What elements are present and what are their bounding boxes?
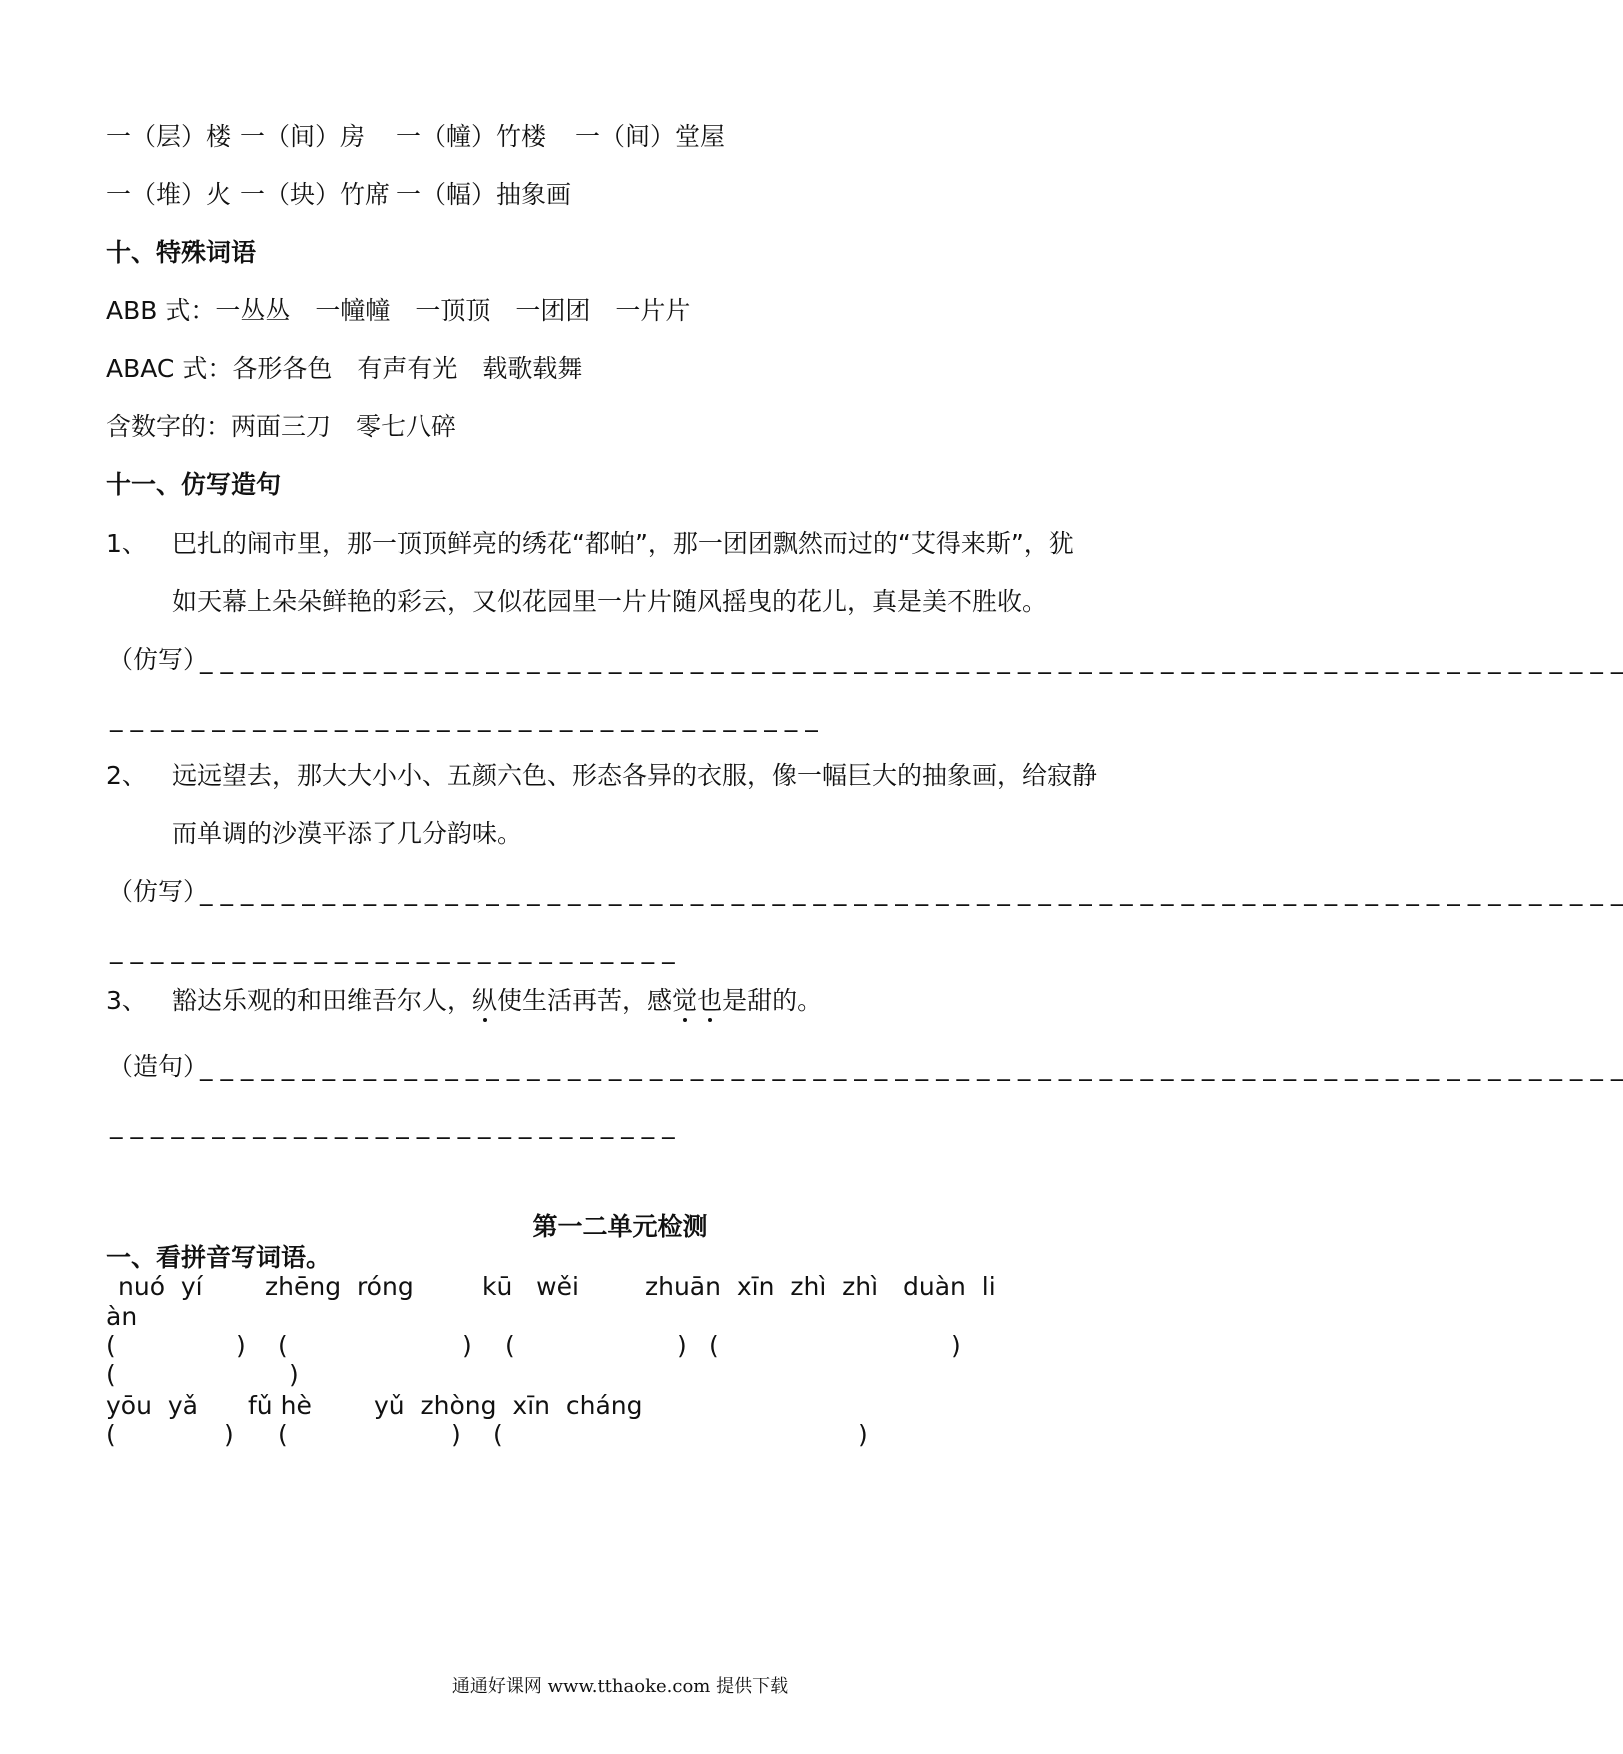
- answer-label: （仿写）: [108, 645, 209, 674]
- example-sentence-line: 而单调的沙漠平添了几分韵味。: [172, 819, 523, 848]
- measure-word: 一（堆）火: [106, 180, 232, 209]
- item-number: 1、: [106, 529, 147, 558]
- item-number: 3、: [106, 986, 147, 1015]
- emphasis-dot-char: 觉: [672, 986, 698, 1015]
- paren-close: ): [677, 1331, 687, 1360]
- paren-open: (: [106, 1331, 116, 1360]
- measure-word: 一（间）房: [240, 122, 366, 151]
- measure-word: 一（块）竹席: [240, 180, 391, 209]
- number-words: 含数字的：两面三刀 零七八碎: [106, 412, 457, 441]
- paren-close: ): [951, 1331, 961, 1360]
- emphasis-dot-char: 也: [697, 986, 723, 1015]
- sentence-part: 使: [497, 986, 523, 1015]
- paren-open: (: [278, 1420, 288, 1449]
- paren-open: (: [493, 1420, 503, 1449]
- paren-close: ): [462, 1331, 472, 1360]
- answer-blank-line[interactable]: _ _ _ _ _ _ _ _ _ _ _ _ _ _ _ _ _ _ _ _ _ _ _ _ _ _ _ _: [110, 1110, 675, 1139]
- pinyin-word: àn: [106, 1302, 138, 1331]
- paren-close: ): [236, 1331, 246, 1360]
- question-heading: 一、看拼音写词语。: [106, 1243, 332, 1272]
- answer-label: （造句）: [108, 1052, 209, 1081]
- pinyin-word: yǔ zhòng xīn cháng: [374, 1391, 643, 1420]
- footer-credit: 通通好课网 www.tthaoke.com 提供下载: [451, 1676, 789, 1697]
- paren-close: ): [289, 1360, 299, 1389]
- sentence-part: 豁达乐观的和田维吾尔人，: [172, 986, 473, 1015]
- pinyin-word: zhuān xīn zhì zhì: [645, 1272, 879, 1301]
- paren-close: ): [224, 1420, 234, 1449]
- example-sentence-line: 远远望去，那大大小小、五颜六色、形态各异的衣服，像一幅巨大的抽象画，给寂静: [172, 761, 1098, 790]
- item-number: 2、: [106, 761, 147, 790]
- pinyin-word: yōu yǎ: [106, 1391, 198, 1420]
- pinyin-word: fǔ hè: [248, 1391, 312, 1420]
- example-sentence-line: [172, 986, 822, 1016]
- answer-blank-line[interactable]: _ _ _ _ _ _ _ _ _ _ _ _ _ _ _ _ _ _ _ _ _ _ _ _ _ _ _ _ _ _ _ _ _ _ _ _ _ _ _ _ _ _ _ _ _ _ _ _ _ _ _ _ _ _ _ _ _ _ _ _ _ _ _ _ _ _ _ _ _ _: [200, 877, 1623, 906]
- paren-open: (: [106, 1360, 116, 1389]
- pinyin-word: duàn li: [903, 1272, 996, 1301]
- measure-word: 一（幢）竹楼: [396, 122, 547, 151]
- answer-blank-line[interactable]: _ _ _ _ _ _ _ _ _ _ _ _ _ _ _ _ _ _ _ _ _ _ _ _ _ _ _ _ _ _ _ _ _ _ _ _ _ _ _ _ _ _ _ _ _ _ _ _ _ _ _ _ _ _ _ _ _ _ _ _ _ _ _ _ _ _ _ _ _ _: [200, 1052, 1623, 1081]
- pinyin-word: nuó yí: [118, 1272, 203, 1301]
- abb-words: ABB 式：一丛丛 一幢幢 一顶顶 一团团 一片片: [106, 296, 691, 325]
- example-sentence-line: 巴扎的闹市里，那一顶顶鲜亮的绣花“都帕”，那一团团飘然而过的“艾得来斯”，犹: [172, 529, 1074, 558]
- section-heading: 十、特殊词语: [106, 238, 257, 267]
- measure-word: 一（幅）抽象画: [396, 180, 572, 209]
- paren-open: (: [505, 1331, 515, 1360]
- measure-word: 一（间）堂屋: [575, 122, 726, 151]
- paren-open: (: [278, 1331, 288, 1360]
- answer-blank-line[interactable]: _ _ _ _ _ _ _ _ _ _ _ _ _ _ _ _ _ _ _ _ _ _ _ _ _ _ _ _ _ _ _ _ _ _ _ _ _ _ _ _ _ _ _ _ _ _ _ _ _ _ _ _ _ _ _ _ _ _ _ _ _ _ _ _ _ _ _ _ _ _: [200, 645, 1623, 674]
- pinyin-word: zhēng róng: [265, 1272, 414, 1301]
- answer-label: （仿写）: [108, 877, 209, 906]
- sentence-part: 生活再苦，感: [522, 986, 673, 1015]
- emphasis-dot-char: 纵: [472, 986, 498, 1015]
- abac-words: ABAC 式：各形各色 有声有光 载歌载舞: [106, 354, 583, 383]
- example-sentence-line: 如天幕上朵朵鲜艳的彩云，又似花园里一片片随风摇曳的花儿，真是美不胜收。: [172, 587, 1048, 616]
- section-heading: 十一、仿写造句: [106, 470, 282, 499]
- paren-close: ): [858, 1420, 868, 1449]
- pinyin-word: kū wěi: [482, 1272, 579, 1301]
- sentence-part: 是甜的。: [722, 986, 823, 1015]
- answer-blank-line[interactable]: _ _ _ _ _ _ _ _ _ _ _ _ _ _ _ _ _ _ _ _ _ _ _ _ _ _ _ _ _ _ _ _ _ _ _: [110, 703, 818, 732]
- test-title: 第一二单元检测: [532, 1212, 708, 1241]
- measure-word: 一（层）楼: [106, 122, 232, 151]
- paren-open: (: [106, 1420, 116, 1449]
- answer-blank-line[interactable]: _ _ _ _ _ _ _ _ _ _ _ _ _ _ _ _ _ _ _ _ _ _ _ _ _ _ _ _: [110, 935, 675, 964]
- paren-close: ): [451, 1420, 461, 1449]
- paren-open: (: [709, 1331, 719, 1360]
